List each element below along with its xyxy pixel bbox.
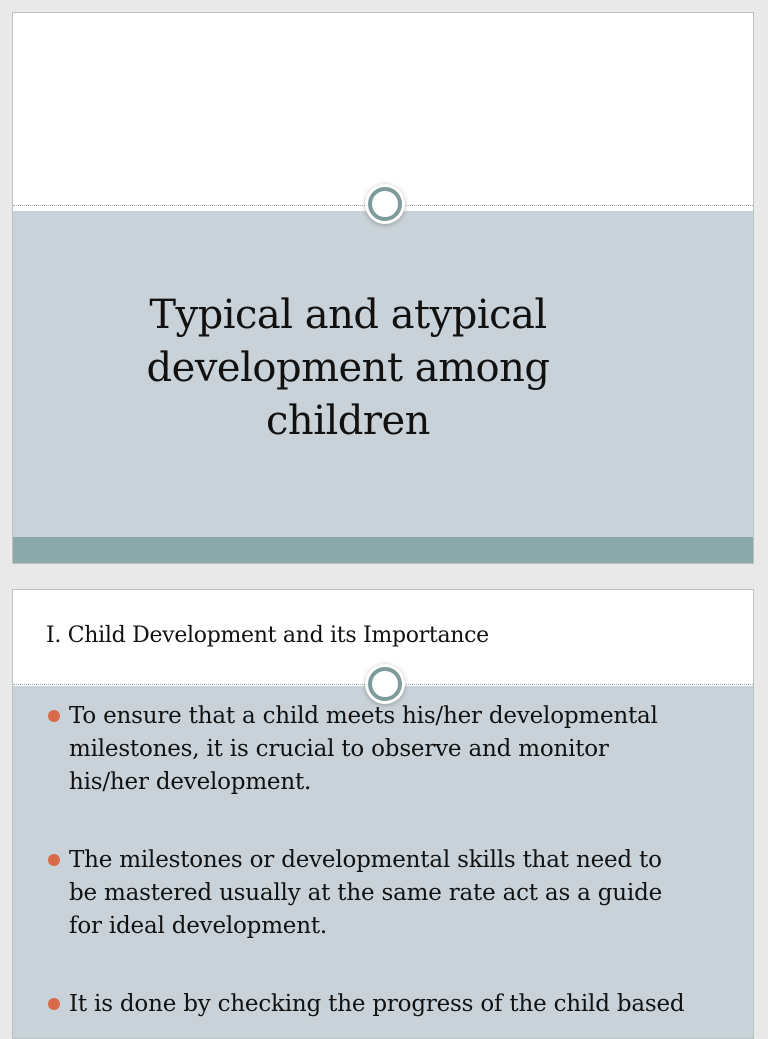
bullet-line: for ideal development. [69,913,327,939]
bullet-dot-icon [48,854,60,866]
bullet-dot-icon [48,998,60,1010]
bullet-dot-icon [48,710,60,722]
title-line: children [266,398,430,444]
bullet-item [13,700,753,799]
slide-heading: I. Child Development and its Importance [46,623,489,648]
bullet-list [13,700,753,1039]
bullet-item [13,988,753,1021]
bullet-line: his/her development. [69,769,312,795]
content-slide [12,589,754,1039]
bullet-line: It is done by checking the progress of the child based [69,991,685,1017]
footer-band [13,537,753,564]
circle-ring-icon [368,187,402,221]
bullet-item [13,844,753,943]
title-line: development among [146,345,550,391]
bullet-line: The milestones or developmental skills that need to [69,847,662,873]
title-slide [12,12,754,564]
bullet-line: be mastered usually at the same rate act as a guide [69,880,663,906]
title-line: Typical and atypical [149,292,547,338]
bullet-line: milestones, it is crucial to observe and monitor [69,736,609,762]
bullet-line: To ensure that a child meets his/her developmental [69,703,658,729]
slide-title [123,289,573,448]
circle-ring-icon [368,667,402,701]
